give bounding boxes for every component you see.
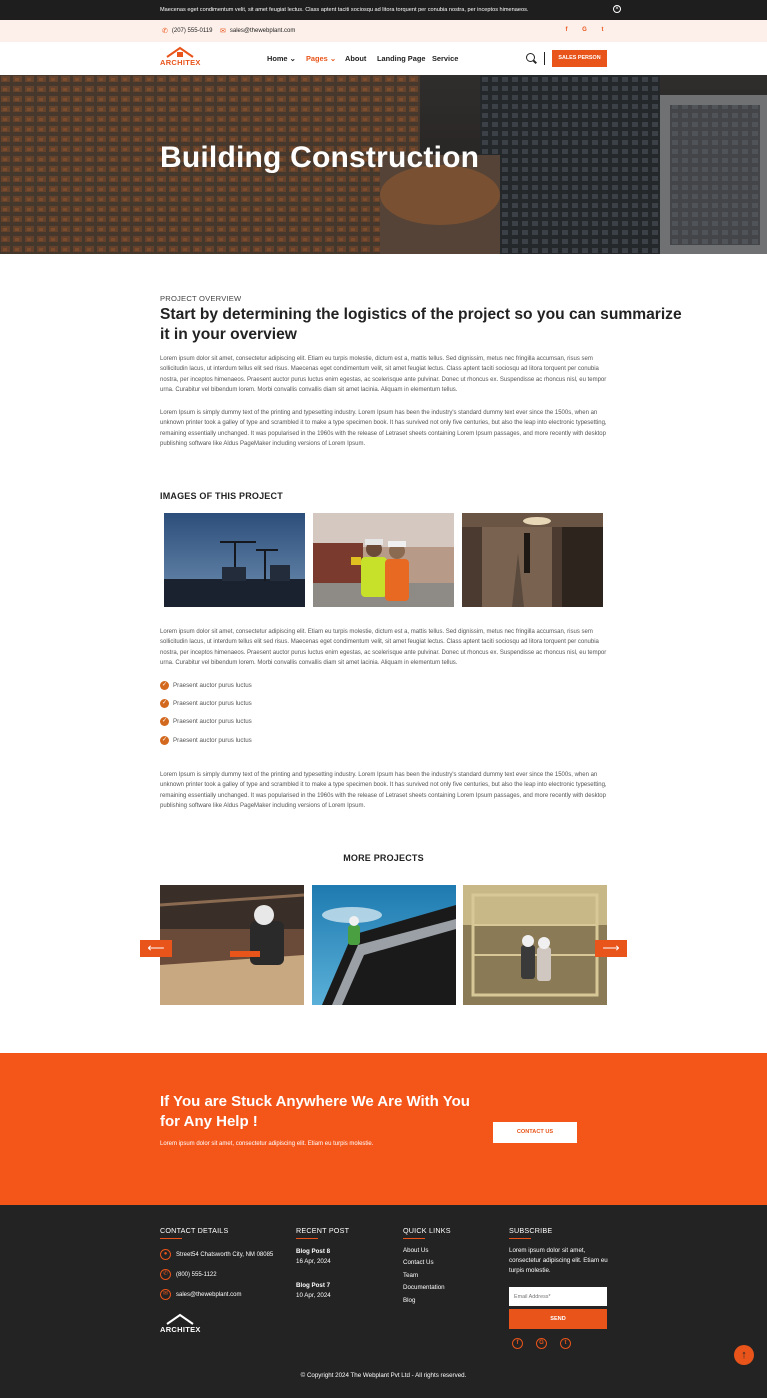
logo-text: ARCHITEX (160, 58, 201, 67)
checklist-text: Praesent auctor purus luctus (173, 737, 252, 744)
logo[interactable] (160, 46, 201, 67)
footer-link-team[interactable]: Team (403, 1272, 419, 1279)
header-email-text: sales@thewebplant.com (229, 28, 296, 34)
footer-recent-title: RECENT POST (296, 1226, 350, 1235)
checklist-text: Praesent auctor purus luctus (173, 718, 252, 725)
checklist-text: Praesent auctor purus luctus (173, 700, 252, 707)
overview-eyebrow: PROJECT OVERVIEW (160, 294, 242, 303)
footer-post-title[interactable]: Blog Post 8 (296, 1248, 331, 1255)
subscribe-email-input[interactable] (509, 1287, 607, 1306)
carousel-next-button[interactable]: ⟶ (595, 940, 627, 957)
footer-address-text: Street54 Chatsworth City, NM 08085 (176, 1251, 274, 1258)
logo-roof-icon (165, 1313, 195, 1325)
footer (0, 1205, 767, 1398)
footer-link-documentation[interactable]: Documentation (403, 1284, 445, 1291)
overview-heading-line1: Start by determining the logistics of the project so you can summarize (160, 306, 682, 323)
checklist-item (160, 681, 252, 690)
logo-roof-icon (165, 46, 195, 58)
nav-landing-page[interactable]: Landing Page (377, 54, 426, 63)
footer-address (160, 1249, 273, 1260)
facebook-icon[interactable]: f (512, 1338, 523, 1349)
chevron-down-icon: ⌄ (289, 54, 296, 63)
more-project-card-1[interactable] (160, 885, 304, 1005)
more-project-card-3[interactable] (463, 885, 607, 1005)
checklist-item (160, 699, 252, 708)
twitter-icon[interactable]: t (560, 1338, 571, 1349)
project-image-2[interactable] (313, 513, 454, 607)
images-section-title: IMAGES OF THIS PROJECT (160, 491, 283, 501)
overview-heading-line2: it in your overview (160, 326, 297, 343)
phone-icon: ✆ (162, 28, 168, 35)
subscribe-text: Lorem ipsum dolor sit amet, consectetur adipiscing elit. Etiam eu turpis molestie. (509, 1247, 608, 1274)
location-icon: ● (160, 1249, 171, 1260)
check-circle-icon: ✓ (161, 682, 168, 688)
header-phone-text: (207) 555-0119 (171, 28, 213, 34)
phone-icon: ✆ (160, 1269, 171, 1280)
overview-paragraph-1: Lorem ipsum dolor sit amet, consectetur adipiscing elit. Etiam eu turpis molestie, dictum est a, mattis tellus. Sed dignissim, metus nec fringilla accumsan, risus sem sollicitudin lacus, ut interdum tellus elit sed risus. Maecenas eget condimentum velit, sit amet feugiat lectus. Class aptent taciti sociosqu ad litora torquent per conubia nostra, per inceptos himenaeos. Praesent auctor purus luctus enim egestas, ac scelerisque ante pulvinar. Donec ut rhoncus ex. Suspendisse ac rhoncus nisl, eu tempor urna. Curabitur vel bibendum lorem. Morbi convallis convallis diam sit amet lacinia. Aliquam in elementum tellus. (160, 356, 607, 394)
footer-underline (160, 1238, 182, 1239)
nav-home[interactable] (267, 54, 296, 63)
google-icon[interactable]: G (582, 27, 587, 33)
images-paragraph-2: Lorem Ipsum is simply dummy text of the printing and typesetting industry. Lorem Ipsum has been the industry's standard dummy text ever since the 1500s, when an unknown printer took a galley of type and scrambled it to make a type specimen book. It has survived not only five centuries, but also the leap into electronic typesetting, remaining essentially unchanged. It was popularised in the 1960s with the release of Letraset sheets containing Lorem Ipsum passages, and more recently with desktop publishing software like Aldus PageMaker including versions of Lorem Ipsum. (160, 772, 607, 810)
contact-bar (0, 20, 767, 42)
nav-pages[interactable] (306, 54, 336, 63)
footer-underline (403, 1238, 425, 1239)
contact-us-button[interactable]: CONTACT US (493, 1122, 577, 1143)
mail-icon: ✉ (160, 1289, 171, 1300)
checklist-item (160, 736, 252, 745)
google-icon[interactable]: G (536, 1338, 547, 1349)
project-image-1[interactable] (164, 513, 305, 607)
nav-pages-label: Pages (306, 54, 328, 63)
check-circle-icon: ✓ (161, 718, 168, 724)
close-icon[interactable]: × (613, 5, 621, 13)
more-projects-title: MORE PROJECTS (343, 853, 424, 863)
sales-person-button[interactable]: SALES PERSON (552, 50, 607, 67)
footer-post-date: 10 Apr, 2024 (296, 1292, 331, 1299)
search-icon[interactable] (526, 53, 535, 62)
check-circle-icon: ✓ (161, 737, 168, 743)
footer-logo-text: ARCHITEX (160, 1325, 201, 1334)
nav-service[interactable]: Service (432, 54, 459, 63)
footer-underline (296, 1238, 318, 1239)
footer-phone-text: (800) 555-1122 (176, 1271, 217, 1278)
project-image-3[interactable] (462, 513, 603, 607)
header-email[interactable] (220, 27, 295, 35)
footer-link-about[interactable]: About Us (403, 1247, 429, 1254)
send-button[interactable]: SEND (509, 1309, 607, 1329)
page-title: Building Construction (160, 141, 480, 174)
carousel-prev-button[interactable]: ⟵ (140, 940, 172, 957)
nav-about[interactable]: About (345, 54, 367, 63)
footer-link-contact[interactable]: Contact Us (403, 1259, 434, 1266)
footer-link-blog[interactable]: Blog (403, 1297, 416, 1304)
footer-contact-title: CONTACT DETAILS (160, 1226, 229, 1235)
announcement-bar (0, 0, 767, 20)
footer-phone[interactable] (160, 1269, 217, 1280)
cta-heading: If You are Stuck Anywhere We Are With You for Any Help ! (160, 1093, 470, 1130)
header-phone[interactable] (162, 27, 212, 35)
images-paragraph: Lorem ipsum dolor sit amet, consectetur adipiscing elit. Etiam eu turpis molestie, dictum est a, mattis tellus. Sed dignissim, metus nec fringilla accumsan, risus sem sollicitudin lacus, ut interdum tellus elit sed risus. Maecenas eget condimentum velit, sit amet feugiat lectus. Class aptent taciti sociosqu ad litora torquent per conubia nostra, per inceptos himenaeos. Praesent auctor purus luctus enim egestas, ac scelerisque ante pulvinar. Donec ut rhoncus ex. Suspendisse ac rhoncus nisl, eu tempor urna. Curabitur vel bibendum lorem. Morbi convallis convallis diam sit amet lacinia. Aliquam in elementum tellus. (160, 629, 607, 667)
cta-text: Lorem ipsum dolor sit amet, consectetur adipiscing elit. Etiam eu turpis molestie. (160, 1141, 374, 1147)
copyright-text: © Copyright 2024 The Webplant Pvt Ltd - All rights reserved. (300, 1372, 467, 1379)
check-circle-icon: ✓ (161, 700, 168, 706)
mail-icon: ✉ (220, 28, 226, 35)
footer-logo[interactable] (160, 1313, 201, 1334)
scroll-to-top-button[interactable]: ↑ (734, 1345, 754, 1365)
facebook-icon[interactable]: f (565, 27, 568, 33)
announcement-text: Maecenas eget condimentum velit, sit amet feugiat lectus. Class aptent taciti sociosqu ad litora torquent per conubia nostra, per inceptos himenaeos. (160, 7, 529, 13)
footer-subscribe-title: SUBSCRIBE (509, 1226, 553, 1235)
nav-divider (544, 52, 545, 65)
main-nav (0, 42, 767, 75)
footer-email-text: sales@thewebplant.com (176, 1291, 242, 1298)
nav-home-label: Home (267, 54, 288, 63)
hero-banner (0, 75, 767, 254)
checklist-item (160, 717, 252, 726)
twitter-icon[interactable]: t (601, 27, 604, 33)
checklist-text: Praesent auctor purus luctus (173, 682, 252, 689)
footer-links-title: QUICK LINKS (403, 1226, 451, 1235)
more-project-card-2[interactable] (312, 885, 456, 1005)
cta-banner (0, 1053, 767, 1205)
chevron-down-icon: ⌄ (329, 54, 337, 63)
footer-post-date: 16 Apr, 2024 (296, 1258, 331, 1265)
footer-email[interactable] (160, 1289, 241, 1300)
overview-paragraph-2: Lorem Ipsum is simply dummy text of the printing and typesetting industry. Lorem Ipsum has been the industry's standard dummy text ever since the 1500s, when an unknown printer took a galley of type and scrambled it to make a type specimen book. It has survived not only five centuries, but also the leap into electronic typesetting, remaining essentially unchanged. It was popularised in the 1960s with the release of Letraset sheets containing Lorem Ipsum passages, and more recently with desktop publishing software like Aldus PageMaker including versions of Lorem Ipsum. (160, 410, 607, 448)
footer-post-title[interactable]: Blog Post 7 (296, 1282, 331, 1289)
footer-underline (509, 1238, 531, 1239)
